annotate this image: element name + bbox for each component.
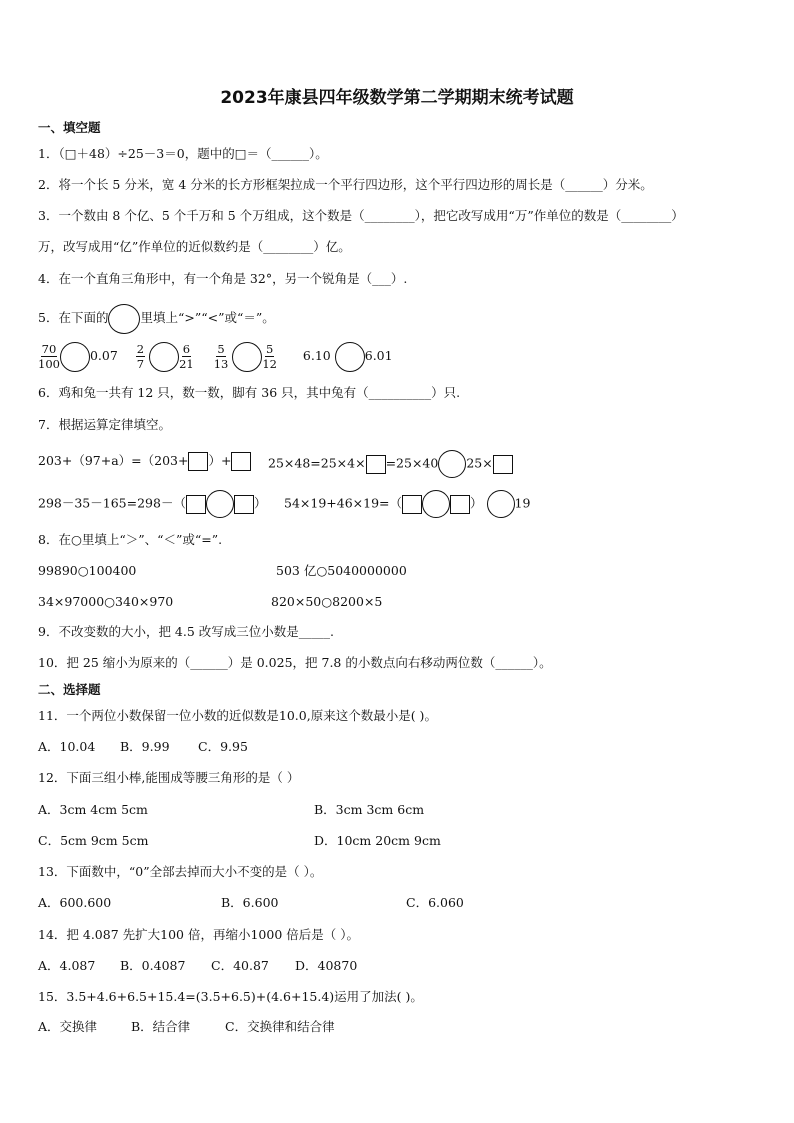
question-15-options: [38, 1018, 335, 1036]
value-6.10: 6.10: [302, 348, 331, 363]
question-8a: 99890○100400: [38, 563, 137, 578]
fraction-5-12: [262, 342, 277, 371]
option-a[interactable]: A．4.087: [38, 958, 96, 973]
question-7c-text: 298－35－165=298－（: [38, 495, 186, 511]
fraction-5-13: [214, 342, 229, 371]
question-4: 4．在一个直角三角形中，有一个角是 32°，另一个锐角是（___）.: [38, 271, 408, 286]
numerator: 6: [182, 342, 191, 356]
question-12: 12．下面三组小棒,能围成等腰三角形的是（ ）: [38, 770, 300, 785]
answer-box[interactable]: [450, 495, 470, 514]
answer-box[interactable]: [186, 495, 206, 514]
denominator: 7: [136, 357, 145, 371]
question-5-post: 里填上“>”“<”或“＝”。: [140, 310, 275, 325]
option-c[interactable]: C．9.95: [198, 739, 248, 754]
question-14-options: [38, 957, 357, 975]
question-7b-text-2: =25×40: [385, 455, 439, 471]
numerator: 70: [41, 342, 57, 356]
section-fill-heading: 一、填空题: [38, 120, 101, 135]
option-b[interactable]: B．9.99: [120, 739, 170, 754]
question-10: 10．把 25 缩小为原来的（______）是 0.025，把 7.8 的小数点向右移动两位数（______）。: [38, 655, 552, 670]
numerator: 2: [136, 342, 145, 356]
fraction-2-7: [136, 342, 145, 371]
denominator: 100: [38, 357, 60, 371]
answer-circle[interactable]: [108, 304, 140, 334]
denominator: 21: [179, 357, 194, 371]
value-0.07: 0.07: [89, 348, 118, 363]
answer-circle[interactable]: [335, 342, 365, 372]
question-7-row-1-right: [268, 450, 513, 478]
answer-circle[interactable]: [422, 490, 450, 518]
question-8-head: 8．在○里填上“＞”、“＜”或“=”.: [38, 532, 223, 547]
answer-circle[interactable]: [149, 342, 179, 372]
question-8b: 503 亿○5040000000: [276, 563, 407, 578]
numerator: 5: [265, 342, 274, 356]
question-5-stem: [38, 303, 275, 334]
question-11-options: [38, 738, 248, 756]
option-c[interactable]: C．40.87: [211, 958, 269, 973]
answer-box[interactable]: [188, 452, 208, 471]
question-9: 9．不改变数的大小，把 4.5 改写成三位小数是_____.: [38, 624, 335, 639]
question-6: 6．鸡和兔一共有 12 只，数一数，脚有 36 只，其中兔有（__________）只.: [38, 385, 461, 400]
question-5-items: [38, 340, 393, 372]
question-5-pre: 5．在下面的: [38, 310, 109, 325]
question-7-head: 7．根据运算定律填空。: [38, 417, 171, 432]
question-7c-text-2: ）: [253, 495, 267, 511]
answer-box[interactable]: [231, 452, 251, 471]
option-b[interactable]: B．结合律: [131, 1019, 191, 1034]
question-13: 13．下面数中，“0”全部去掉而大小不变的是（ ）。: [38, 864, 323, 879]
question-2: 2．将一个长 5 分米，宽 4 分米的长方形框架拉成一个平行四边形，这个平行四边形的周长是（______）分米。: [38, 177, 653, 192]
question-7-row-1-left: [38, 450, 251, 472]
question-7-row-2-right: [284, 490, 530, 518]
question-13-option-b[interactable]: B．6.600: [221, 895, 279, 910]
question-13-option-a[interactable]: A．600.600: [38, 895, 112, 910]
denominator: 12: [262, 357, 277, 371]
answer-circle[interactable]: [60, 342, 90, 372]
answer-circle[interactable]: [487, 490, 515, 518]
page-title: 2023年康县四年级数学第二学期期末统考试题: [220, 88, 574, 108]
denominator: 13: [213, 357, 229, 371]
answer-circle[interactable]: [232, 342, 262, 372]
option-b[interactable]: B．0.4087: [120, 958, 186, 973]
question-7a-text: 203+（97+a）=（203+: [38, 453, 189, 468]
question-7d-text-2: ）: [470, 495, 483, 511]
option-a[interactable]: A．10.04: [38, 739, 96, 754]
section-choice-heading: 二、选择题: [38, 682, 101, 697]
question-7-row-2-left: [38, 490, 266, 518]
question-15: 15．3.5+4.6+6.5+15.4=(3.5+6.5)+(4.6+15.4)运用了加法( )。: [38, 989, 423, 1004]
answer-box[interactable]: [493, 455, 513, 474]
question-14: 14．把 4.087 先扩大100 倍，再缩小1000 倍后是（ ）。: [38, 927, 359, 942]
question-11: 11．一个两位小数保留一位小数的近似数是10.0,原来这个数最小是( )。: [38, 708, 437, 723]
answer-box[interactable]: [366, 455, 386, 474]
question-7b-text: 25×48=25×4×: [268, 455, 366, 471]
question-12-option-b[interactable]: B．3cm 3cm 6cm: [314, 802, 425, 817]
answer-box[interactable]: [402, 495, 422, 514]
question-8c: 34×97000○340×970: [38, 594, 174, 609]
question-3-line-1: 3．一个数由 8 个亿、5 个千万和 5 个万组成，这个数是（________），把它改写成用“万”作单位的数是（________）: [38, 208, 684, 223]
question-12-option-d[interactable]: D．10cm 20cm 9cm: [314, 833, 441, 848]
fraction-6-21: [179, 342, 194, 371]
answer-box[interactable]: [234, 495, 254, 514]
question-12-option-a[interactable]: A．3cm 4cm 5cm: [38, 802, 148, 817]
answer-circle[interactable]: [438, 450, 466, 478]
value-6.01: 6.01: [364, 348, 393, 363]
question-8d: 820×50○8200×5: [271, 594, 383, 609]
question-7a-text-2: ）+: [208, 453, 232, 468]
option-a[interactable]: A．交换律: [38, 1019, 98, 1034]
numerator: 5: [217, 342, 225, 356]
question-7d-text: 54×19+46×19=（: [284, 495, 403, 511]
question-1: 1．（□＋48）÷25－3＝0，题中的□＝（______）。: [38, 146, 328, 161]
option-c[interactable]: C．交换律和结合律: [225, 1019, 335, 1034]
answer-circle[interactable]: [206, 490, 234, 518]
option-d[interactable]: D．40870: [295, 958, 358, 973]
fraction-70-100: [38, 342, 60, 371]
question-3-line-2: 万，改写成用“亿”作单位的近似数约是（________）亿。: [38, 239, 351, 254]
question-7b-text-3: 25×: [466, 455, 493, 471]
question-7d-text-3: 19: [514, 495, 531, 511]
question-12-option-c[interactable]: C．5cm 9cm 5cm: [38, 833, 149, 848]
question-13-option-c[interactable]: C．6.060: [406, 895, 464, 910]
